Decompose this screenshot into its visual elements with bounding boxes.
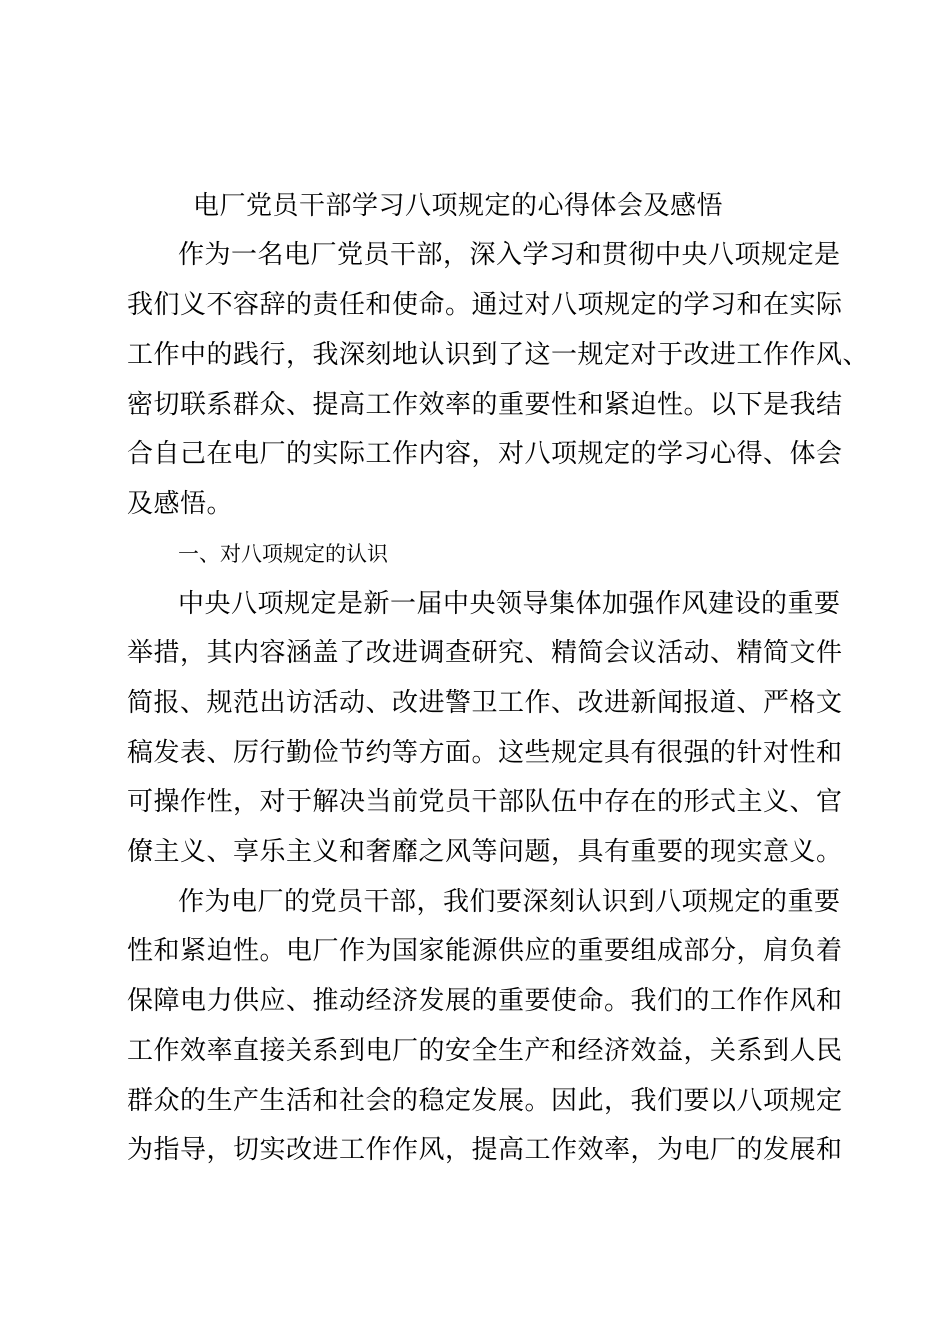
paragraph-line: 工作中的践行，我深刻地认识到了这一规定对于改进工作作风、 bbox=[127, 340, 870, 370]
paragraph-line: 中央八项规定是新一届中央领导集体加强作风建设的重要 bbox=[178, 589, 841, 619]
paragraph-line: 工作效率直接关系到电厂的安全生产和经济效益，关系到人民 bbox=[127, 1036, 843, 1066]
paragraph-line: 作为一名电厂党员干部，深入学习和贯彻中央八项规定是 bbox=[178, 240, 841, 270]
paragraph-line: 群众的生产生活和社会的稳定发展。因此，我们要以八项规定 bbox=[127, 1086, 843, 1116]
paragraph-line: 合自己在电厂的实际工作内容，对八项规定的学习心得、体会 bbox=[127, 439, 843, 469]
paragraph-line: 僚主义、享乐主义和奢靡之风等问题，具有重要的现实意义。 bbox=[127, 837, 843, 867]
section-heading: 一、对八项规定的认识 bbox=[178, 542, 388, 566]
paragraph-line: 作为电厂的党员干部，我们要深刻认识到八项规定的重要 bbox=[178, 887, 841, 917]
paragraph-line: 稿发表、厉行勤俭节约等方面。这些规定具有很强的针对性和 bbox=[127, 738, 843, 768]
paragraph-line: 为指导，切实改进工作作风，提高工作效率，为电厂的发展和 bbox=[127, 1135, 843, 1165]
paragraph-line: 可操作性，对于解决当前党员干部队伍中存在的形式主义、官 bbox=[127, 787, 843, 817]
paragraph-line: 简报、规范出访活动、改进警卫工作、改进新闻报道、严格文 bbox=[127, 688, 843, 718]
paragraph-line: 性和紧迫性。电厂作为国家能源供应的重要组成部分，肩负着 bbox=[127, 936, 843, 966]
paragraph-line: 保障电力供应、推动经济发展的重要使命。我们的工作作风和 bbox=[127, 986, 843, 1016]
paragraph-line: 举措，其内容涵盖了改进调查研究、精简会议活动、精简文件 bbox=[127, 638, 843, 668]
paragraph-line: 及感悟。 bbox=[127, 489, 234, 519]
paragraph-line: 我们义不容辞的责任和使命。通过对八项规定的学习和在实际 bbox=[127, 290, 843, 320]
document-title: 电厂党员干部学习八项规定的心得体会及感悟 bbox=[193, 191, 724, 221]
paragraph-line: 密切联系群众、提高工作效率的重要性和紧迫性。以下是我结 bbox=[127, 390, 843, 420]
